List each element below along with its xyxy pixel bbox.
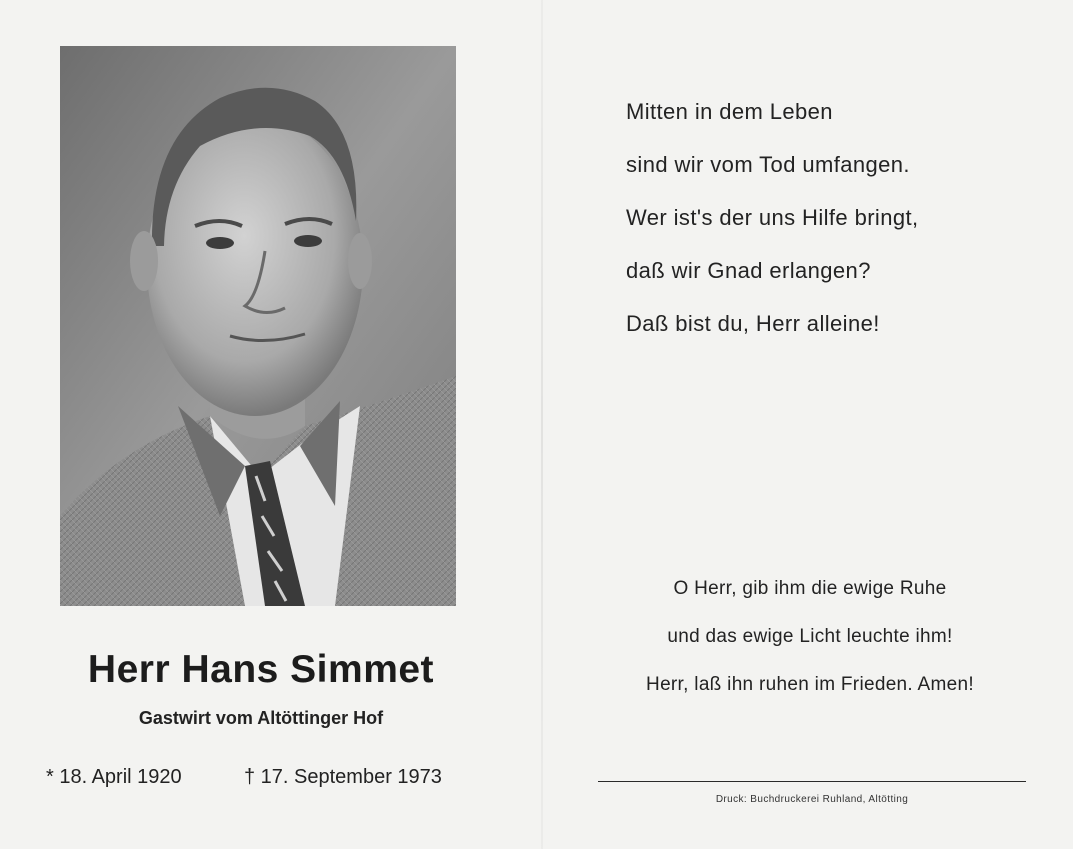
verse-line: Wer ist's der uns Hilfe bringt, — [626, 205, 919, 230]
portrait-illustration — [60, 46, 456, 606]
verse-line: Mitten in dem Leben — [626, 99, 833, 124]
card-fold — [541, 0, 543, 849]
deceased-occupation: Gastwirt vom Altöttinger Hof — [138, 708, 384, 728]
divider-line — [598, 781, 1026, 782]
verse-line: daß wir Gnad erlangen? — [626, 258, 871, 283]
prayer-line: O Herr, gib ihm die ewige Ruhe — [673, 578, 947, 599]
memorial-verse — [626, 96, 1046, 361]
verse-line: Daß bist du, Herr alleine! — [626, 311, 880, 336]
deceased-name: Herr Hans Simmet — [87, 648, 435, 691]
birth-date: * 18. April 1920 — [46, 766, 182, 788]
prayer-line: und das ewige Licht leuchte ihm! — [667, 626, 953, 647]
portrait-photo — [60, 46, 456, 606]
verse-line: sind wir vom Tod umfangen. — [626, 152, 910, 177]
printer-credit: Druck: Buchdruckerei Ruhland, Altötting — [715, 794, 909, 805]
closing-prayer — [580, 574, 1040, 718]
prayer-line: Herr, laß ihn ruhen im Frieden. Amen! — [646, 674, 974, 695]
death-date: † 17. September 1973 — [244, 766, 442, 788]
